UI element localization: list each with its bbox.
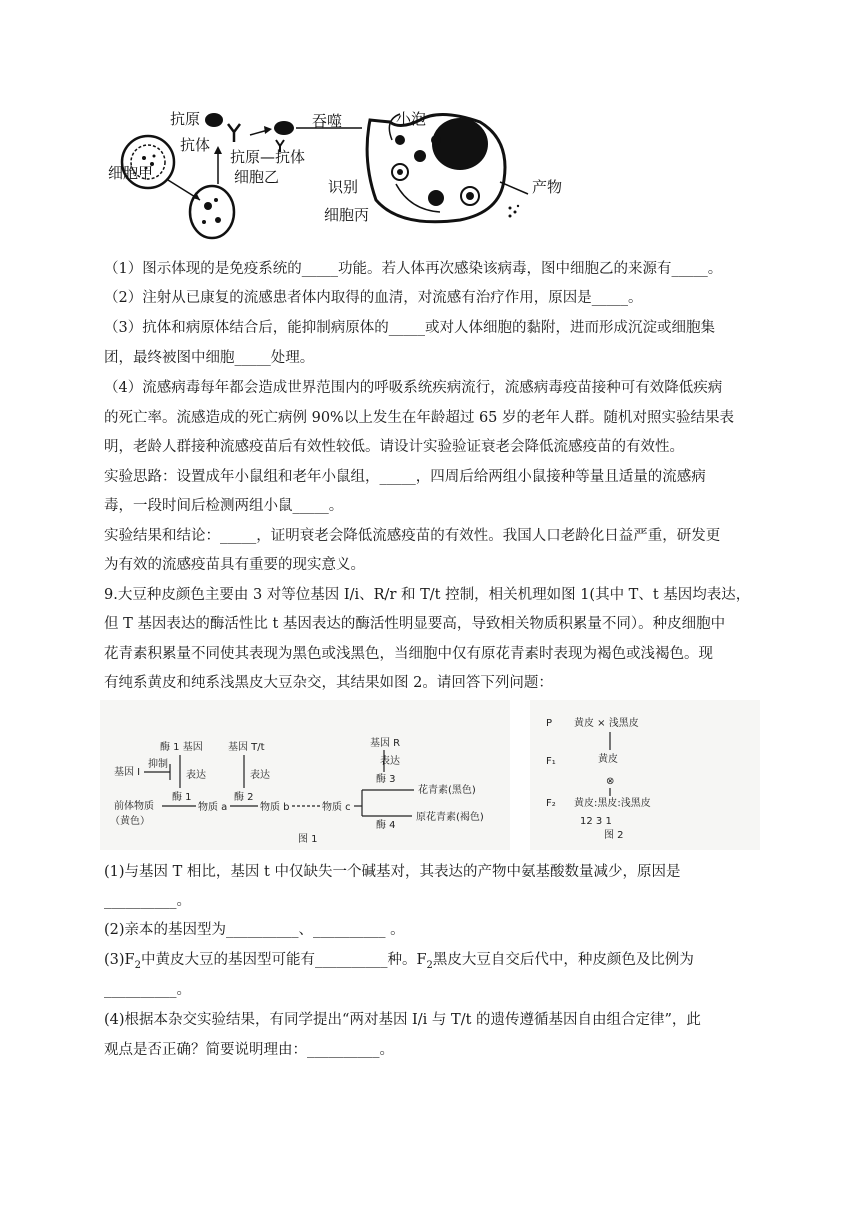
anthocyanin-label: 花青素(黑色) <box>418 785 476 796</box>
f1-phenotype: 黄皮 <box>598 754 618 765</box>
f2-phenotypes: 黄皮:黑皮:浅黑皮 <box>574 798 651 809</box>
cell-c-drawing <box>367 114 519 222</box>
substance-b-label: 物质 b <box>260 802 290 813</box>
q9-part4-line2: 观点是否正确？简要说明理由：__________。 <box>104 1042 394 1058</box>
q9-stem-line3: 花青素积累量不同使其表现为黑色或浅黑色，当细胞中仅有原花青素时表现为褐色或浅褐色。现 <box>104 646 713 662</box>
cell-a-label: 细胞甲 <box>108 164 154 182</box>
antigen-label: 抗原 <box>170 110 201 128</box>
recognition-label: 识别 <box>328 178 359 196</box>
selfing-symbol: ⊗ <box>606 776 615 787</box>
q8-result-line1: 实验结果和结论：_____，证明衰老会降低流感疫苗的有效性。我国人口老龄化日益严重，研发更 <box>104 528 721 544</box>
enzyme3-label: 酶 3 <box>376 774 396 785</box>
inhibit-label: 抑制 <box>148 759 168 770</box>
figure1-background <box>100 700 510 850</box>
cell-b-label: 细胞乙 <box>234 168 280 186</box>
gene-r-label: 基因 R <box>370 738 401 749</box>
figure2-background <box>530 700 760 850</box>
q9-stem-line4: 有纯系黄皮和纯系浅黑皮大豆杂交，其结果如图 2。请回答下列问题： <box>104 675 553 691</box>
q9-part4-line1: (4)根据本杂交实验结果，有同学提出“两对基因 I/i 与 T/t 的遗传遵循基因自由组合定律”，此 <box>104 1012 701 1028</box>
q8-part4-line2: 的死亡率。流感造成的死亡病例 90%以上发生在年龄超过 65 岁的老年人群。随机对照实验结果表 <box>104 410 735 426</box>
phagocytosis-label: 吞噬 <box>312 112 343 130</box>
q9-part1-line1: (1)与基因 T 相比，基因 t 中仅缺失一个碱基对，其表达的产物中氨基酸数量减少，原因是 <box>104 864 681 880</box>
enzyme4-label: 酶 4 <box>376 820 396 831</box>
q8-part2: （2）注射从已康复的流感患者体内取得的血清，对流感有治疗作用，原因是_____。 <box>104 290 643 306</box>
product-label: 产物 <box>532 178 563 196</box>
q9-part1-line2: __________。 <box>104 893 191 909</box>
q8-part3-line1: （3）抗体和病原体结合后，能抑制病原体的_____或对人体细胞的黏附，进而形成沉淀或细胞集 <box>104 320 715 336</box>
cell-c-label: 细胞丙 <box>324 206 370 224</box>
q8-idea-line2: 毒，一段时间后检测两组小鼠_____。 <box>104 498 344 514</box>
q9-part3-line2: __________。 <box>104 982 191 998</box>
q8-part4-line3: 明，老龄人群接种流感疫苗后有效性较低。请设计实验验证衰老会降低流感疫苗的有效性。 <box>104 439 684 455</box>
figure2-caption: 图 2 <box>604 830 624 841</box>
f1-label: F₁ <box>546 756 556 767</box>
q9-stem-line1: 9.大豆种皮颜色主要由 3 对等位基因 I/i、R/r 和 T/t 控制，相关机理如图 1(其中 T、t 基因均表达， <box>104 587 751 603</box>
figure1-caption: 图 1 <box>298 834 318 845</box>
q8-part3-line2: 团，最终被图中细胞_____处理。 <box>104 350 315 366</box>
precursor-color-label: （黄色） <box>110 816 150 827</box>
q8-part1: （1）图示体现的是免疫系统的_____功能。若人体再次感染该病毒，图中细胞乙的来源有_____。 <box>104 261 723 277</box>
antibody-label: 抗体 <box>180 136 211 154</box>
gene-t-label: 基因 T/t <box>228 742 265 753</box>
pathway-and-cross-figure <box>100 700 760 850</box>
q9-part3-line1: $(3)F_2$中黄皮大豆的基因型可能有__________种。$F_2$黑皮大豆自交后代中，种皮颜色及比例为 <box>104 952 694 971</box>
enzyme1-label: 酶 1 <box>172 792 192 803</box>
antigen-antibody-label: 抗原—抗体 <box>230 148 306 166</box>
q8-result-line2: 为有效的流感疫苗具有重要的现实意义。 <box>104 557 365 573</box>
substance-c-label: 物质 c <box>322 802 351 813</box>
cell-b-drawing <box>190 186 234 238</box>
f2-label: F₂ <box>546 798 556 809</box>
gene-i-label: 基因 I <box>114 767 141 778</box>
express-label-2: 表达 <box>250 770 270 781</box>
q9-stem-line2: 但 T 基因表达的酶活性比 t 基因表达的酶活性明显要高，导致相关物质积累量不同）。种皮细胞中 <box>104 616 726 632</box>
q8-part4-line1: （4）流感病毒每年都会造成世界范围内的呼吸系统疾病流行，流感病毒疫苗接种可有效降低疾病 <box>104 380 723 396</box>
p-label: P <box>546 718 553 729</box>
express-label-3: 表达 <box>380 756 400 767</box>
q8-idea-line1: 实验思路：设置成年小鼠组和老年小鼠组，_____，四周后给两组小鼠接种等量且适量的流感病 <box>104 469 706 485</box>
precursor-label: 前体物质 <box>114 801 154 812</box>
q9-part2: (2)亲本的基因型为__________、__________ 。 <box>104 922 405 938</box>
immune-figure <box>100 100 600 260</box>
enzyme2-label: 酶 2 <box>234 792 254 803</box>
substance-a-label: 物质 a <box>198 802 228 813</box>
f2-ratio: 12 3 1 <box>580 816 612 827</box>
enzyme1-gene-label: 酶 1 基因 <box>160 742 203 753</box>
proanthocyanin-label: 原花青素(褐色) <box>416 812 484 823</box>
parents-cross: 黄皮 × 浅黑皮 <box>574 718 639 729</box>
vesicle-label: 小泡 <box>396 110 427 128</box>
express-label-1: 表达 <box>186 770 206 781</box>
